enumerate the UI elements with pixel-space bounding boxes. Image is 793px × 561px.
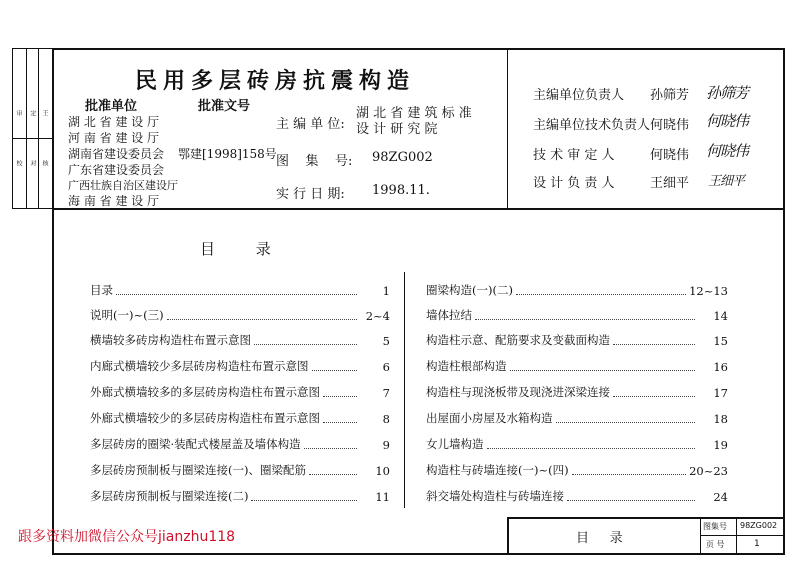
toc-entry-page: 12~13: [689, 284, 728, 298]
binding-strip-line: [12, 48, 13, 208]
toc-entry[interactable]: [90, 488, 390, 504]
responsible-name: 孙筛芳: [650, 88, 690, 103]
signature: 何晓伟: [706, 112, 749, 130]
toc-divider: [404, 272, 405, 508]
approval-unit-label: 批准单位: [85, 99, 138, 114]
approval-unit: 广东省建设委员会: [68, 163, 165, 177]
stamp-cell: 校: [15, 160, 22, 166]
toc-entry-title: 构造柱与现浇板带及现浇进深梁连接: [426, 385, 610, 399]
editor-unit-value: 湖 北 省 建 筑 标 准 设 计 研 究 院: [356, 106, 472, 137]
leader-dots: [510, 370, 696, 371]
toc-entry[interactable]: [90, 384, 390, 400]
title-block-line: [700, 517, 701, 555]
toc-entry[interactable]: [426, 410, 728, 426]
signature: 王细平: [708, 174, 745, 189]
toc-entry-title: 女儿墙构造: [426, 437, 484, 451]
watermark-text: 跟多资料加微信公众号jianzhu118: [18, 529, 236, 545]
toc-entry-page: 19: [713, 438, 728, 452]
responsible-role: 主编单位负责人: [533, 88, 625, 103]
leader-dots: [251, 500, 357, 501]
stamp-cell: 定: [29, 110, 36, 116]
toc-entry-title: 构造柱示意、配筋要求及变截面构造: [426, 333, 610, 347]
approval-unit: 广西壮族自治区建设厅: [68, 179, 178, 192]
header-bottom-rule: [52, 208, 785, 210]
toc-entry-title: 墙体拉结: [426, 308, 472, 322]
leader-dots: [167, 319, 357, 320]
leader-dots: [309, 474, 357, 475]
toc-entry[interactable]: [90, 462, 390, 478]
leader-dots: [567, 500, 695, 501]
toc-entry-page: 5: [382, 334, 390, 348]
toc-entry[interactable]: [90, 358, 390, 374]
toc-entry-page: 9: [382, 438, 390, 452]
toc-entry-title: 横墙较多砖房构造柱布置示意图: [90, 333, 251, 347]
toc-entry-title: 多层砖房预制板与圈梁连接(一)、圈梁配筋: [90, 463, 306, 477]
responsible-role: 主编单位技术负责人: [533, 118, 651, 133]
leader-dots: [613, 344, 695, 345]
toc-entry-title: 多层砖房预制板与圈梁连接(二): [90, 489, 249, 503]
toc-entry-page: 1: [382, 284, 390, 298]
title-block-page-value: 1: [754, 539, 760, 549]
approval-unit: 湖南省建设委员会: [68, 147, 165, 161]
toc-entry[interactable]: [426, 282, 728, 298]
stamp-cell: 对: [29, 160, 36, 166]
toc-entry[interactable]: [426, 436, 728, 452]
binding-strip-line: [12, 48, 52, 49]
stamp-cell: 核: [41, 160, 48, 166]
toc-entry[interactable]: [90, 307, 390, 323]
toc-entry-page: 17: [713, 386, 728, 400]
stamp-cell: 王: [41, 110, 48, 116]
toc-entry-title: 多层砖房的圈梁·装配式楼屋盖及墙体构造: [90, 437, 301, 451]
toc-entry-title: 圈梁构造(一)(二): [426, 283, 513, 297]
toc-entry[interactable]: [426, 332, 728, 348]
effective-date-value: 1998.11.: [372, 183, 430, 198]
toc-entry-page: 15: [713, 334, 728, 348]
toc-entry-page: 16: [713, 360, 728, 374]
toc-entry-page: 11: [375, 490, 390, 504]
title-block-page-label: 页 号: [706, 540, 725, 549]
toc-entry[interactable]: [90, 436, 390, 452]
toc-entry[interactable]: [426, 358, 728, 374]
title-block-atlas-label: 图集号: [703, 522, 727, 531]
signature: 何晓伟: [706, 142, 749, 160]
toc-entry-page: 18: [713, 412, 728, 426]
binding-strip-line: [38, 48, 39, 208]
title-block-line: [736, 517, 737, 555]
toc-entry-title: 斜交墙处构造柱与砖墙连接: [426, 489, 564, 503]
atlas-no-value: 98ZG002: [372, 150, 433, 165]
leader-dots: [312, 370, 358, 371]
responsible-name: 何晓伟: [650, 148, 690, 163]
toc-entry-page: 14: [713, 309, 728, 323]
toc-entry-title: 外廊式横墙较少的多层砖房构造柱布置示意图: [90, 411, 320, 425]
approval-unit: 河 南 省 建 设 厅: [68, 131, 160, 145]
approval-unit: 海 南 省 建 设 厅: [68, 194, 160, 208]
atlas-title: 民用多层砖房抗震构造: [135, 68, 416, 94]
leader-dots: [475, 319, 695, 320]
atlas-no-label: 图 集 号:: [276, 154, 353, 169]
editor-unit-label: 主 编 单 位:: [276, 117, 345, 132]
toc-entry[interactable]: [426, 307, 728, 323]
toc-entry-page: 20~23: [689, 464, 728, 478]
sheet-title: 目 录: [576, 531, 623, 546]
toc-entry[interactable]: [90, 410, 390, 426]
leader-dots: [613, 396, 695, 397]
responsible-role: 技 术 审 定 人: [533, 148, 615, 163]
approval-unit: 湖 北 省 建 设 厅: [68, 115, 160, 129]
binding-strip-line: [12, 208, 52, 209]
binding-strip-line: [12, 138, 52, 139]
approval-doc-number: 鄂建[1998]158号: [178, 147, 277, 161]
leader-dots: [323, 396, 357, 397]
toc-entry[interactable]: [426, 384, 728, 400]
responsible-name: 王细平: [650, 176, 690, 191]
toc-entry[interactable]: [426, 488, 728, 504]
toc-entry-title: 构造柱与砖墙连接(一)~(四): [426, 463, 569, 477]
leader-dots: [572, 474, 687, 475]
toc-entry-page: 7: [382, 386, 390, 400]
toc-entry-title: 目录: [90, 283, 113, 297]
leader-dots: [304, 448, 357, 449]
effective-date-label: 实 行 日 期:: [276, 187, 345, 202]
leader-dots: [323, 422, 357, 423]
toc-entry-title: 出屋面小房屋及水箱构造: [426, 411, 553, 425]
toc-entry-page: 10: [375, 464, 390, 478]
toc-entry[interactable]: [426, 462, 728, 478]
leader-dots: [116, 294, 357, 295]
binding-strip-line: [26, 48, 27, 208]
toc-entry-page: 24: [713, 490, 728, 504]
stamp-cell: 审: [15, 110, 22, 116]
responsible-role: 设 计 负 责 人: [533, 176, 615, 191]
leader-dots: [254, 344, 357, 345]
approval-doc-label: 批准文号: [198, 99, 251, 114]
header-divider: [507, 48, 508, 208]
toc-entry-title: 内廊式横墙较少多层砖房构造柱布置示意图: [90, 359, 309, 373]
toc-entry-title: 外廊式横墙较多的多层砖房构造柱布置示意图: [90, 385, 320, 399]
responsible-name: 何晓伟: [650, 118, 690, 133]
signature: 孙筛芳: [706, 84, 749, 102]
leader-dots: [556, 422, 696, 423]
leader-dots: [487, 448, 696, 449]
toc-entry-title: 说明(一)~(三): [90, 308, 164, 322]
leader-dots: [516, 294, 686, 295]
toc-entry-title: 构造柱根部构造: [426, 359, 507, 373]
toc-heading: 目 录: [200, 240, 289, 258]
toc-entry-page: 2~4: [365, 309, 390, 323]
title-block-atlas-value: 98ZG002: [740, 521, 778, 530]
toc-entry-page: 8: [382, 412, 390, 426]
title-block-line: [700, 535, 785, 536]
toc-entry[interactable]: [90, 282, 390, 298]
toc-entry-page: 6: [382, 360, 390, 374]
toc-entry[interactable]: [90, 332, 390, 348]
